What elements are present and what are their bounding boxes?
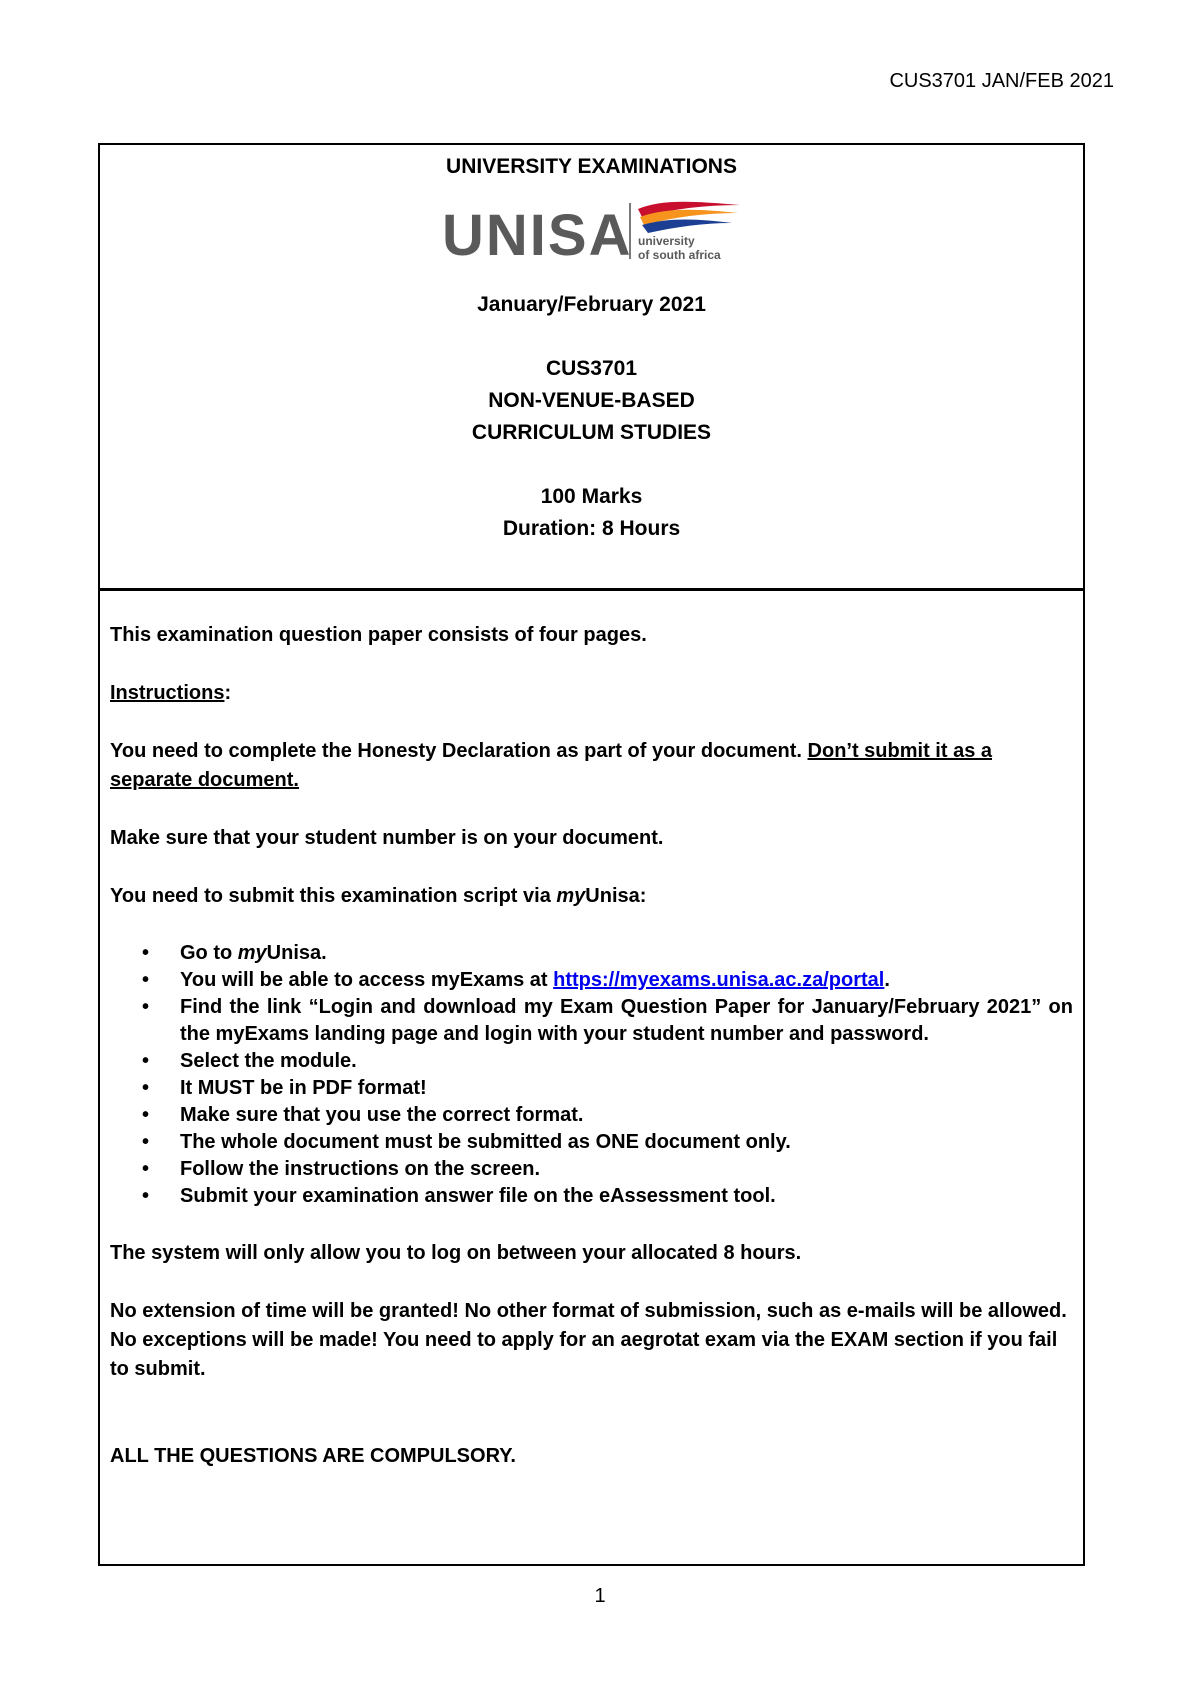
- step-1-prefix: Go to: [180, 942, 238, 964]
- bullet-icon: •: [142, 1104, 150, 1126]
- module-code: CUS3701: [545, 357, 638, 380]
- cover-box: [98, 143, 1085, 590]
- bullet-icon: •: [142, 1158, 150, 1180]
- instructions-heading: Instructions: [110, 682, 225, 704]
- list-item: [142, 1075, 1073, 1102]
- list-item: [142, 1048, 1073, 1075]
- step-8-text: Follow the instructions on the screen.: [180, 1158, 541, 1180]
- list-item: [142, 940, 1073, 967]
- paper-intro: This examination question paper consists of four pages.: [110, 624, 647, 646]
- total-marks: 100 Marks: [540, 485, 643, 508]
- list-item: [142, 1129, 1073, 1156]
- page-number: 1: [594, 1585, 606, 1607]
- step-3-text: Find the link “Login and download my Exam Question Paper for January/February 2021” on the myExams landing page and login with your student number and password.: [180, 996, 1073, 1045]
- list-item: [142, 1156, 1073, 1183]
- student-number-note: Make sure that your student number is on your document.: [110, 827, 664, 849]
- submit-suffix: Unisa:: [585, 885, 647, 907]
- step-1-suffix: Unisa.: [266, 942, 327, 964]
- honesty-text: You need to complete the Honesty Declaration as part of your document.: [110, 740, 808, 762]
- step-4-text: Select the module.: [180, 1050, 357, 1072]
- bullet-icon: •: [142, 1185, 150, 1207]
- bullet-icon: •: [142, 1050, 150, 1072]
- bullet-icon: •: [142, 969, 150, 991]
- instructions-heading-line: [110, 679, 1073, 708]
- list-item: [142, 967, 1073, 994]
- module-name: CURRICULUM STUDIES: [471, 421, 712, 444]
- bullet-icon: •: [142, 1077, 150, 1099]
- step-2-prefix: You will be able to access myExams at: [180, 969, 554, 991]
- step-7-text: The whole document must be submitted as ONE document only.: [180, 1131, 791, 1153]
- unisa-tagline-2: of south africa: [637, 248, 721, 262]
- step-1-my: my: [237, 942, 267, 964]
- unisa-tagline-1: university: [637, 234, 695, 248]
- step-6-text: Make sure that you use the correct format.: [180, 1104, 584, 1126]
- step-5-text: It MUST be in PDF format!: [180, 1077, 427, 1099]
- submission-steps: [110, 940, 1073, 1210]
- extension-note: No extension of time will be granted! No other format of submission, such as e-mails will be allowed. No exceptions will be made! You need to apply for an aegrotat exam via the EXAM section if you fail to submit.: [110, 1300, 1067, 1380]
- list-item: [142, 1183, 1073, 1210]
- bullet-icon: •: [142, 1131, 150, 1153]
- list-item: [142, 994, 1073, 1048]
- bullet-icon: •: [142, 942, 150, 964]
- submit-my: my: [556, 885, 586, 907]
- header-course-code: CUS3701 JAN/FEB 2021: [889, 70, 1114, 92]
- unisa-wordmark: UNISA: [441, 203, 632, 267]
- unisa-logo: [442, 195, 742, 267]
- honesty-underlined: Don’t submit it as a separate document.: [110, 740, 992, 791]
- submit-note: [110, 882, 1073, 911]
- myexams-portal-link[interactable]: https://myexams.unisa.ac.za/portal: [553, 969, 885, 991]
- exam-session: January/February 2021: [477, 293, 706, 316]
- step-9-text: Submit your examination answer file on the eAssessment tool.: [180, 1185, 776, 1207]
- system-note: The system will only allow you to log on between your allocated 8 hours.: [110, 1242, 802, 1264]
- exam-title: UNIVERSITY EXAMINATIONS: [446, 155, 737, 178]
- bullet-icon: •: [142, 996, 150, 1018]
- honesty-declaration-note: [110, 737, 1073, 795]
- list-item: [142, 1102, 1073, 1129]
- exam-duration: Duration: 8 Hours: [502, 517, 681, 540]
- instructions-box: [98, 588, 1085, 1566]
- compulsory-note: ALL THE QUESTIONS ARE COMPULSORY.: [110, 1445, 516, 1467]
- step-2-suffix: .: [884, 969, 890, 991]
- instructions-heading-colon: :: [224, 682, 232, 704]
- submit-prefix: You need to submit this examination script via: [110, 885, 557, 907]
- exam-mode: NON-VENUE-BASED: [488, 389, 695, 412]
